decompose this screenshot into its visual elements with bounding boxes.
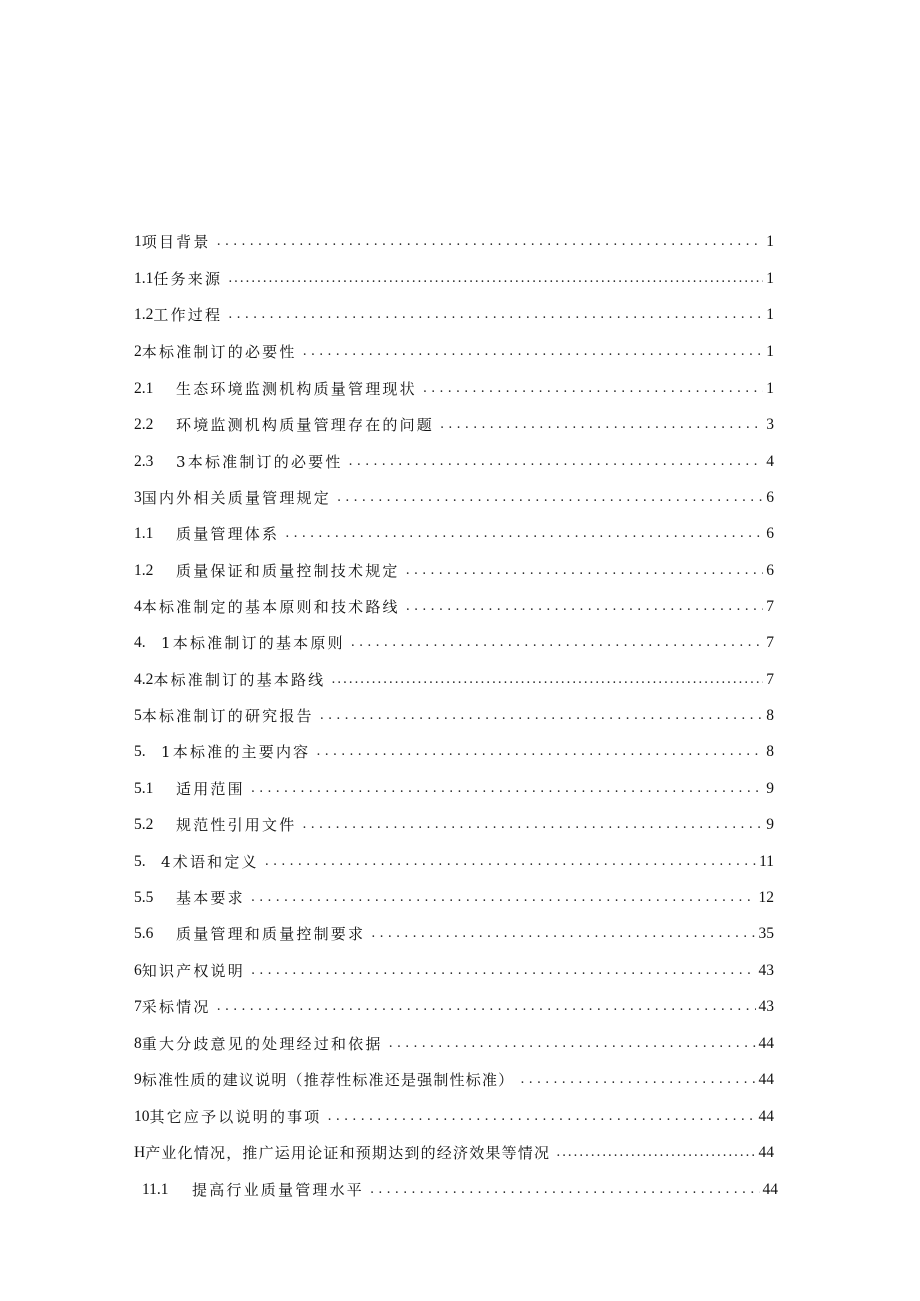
toc-entry-page: 43 xyxy=(758,962,774,979)
toc-entry-title: 环境监测机构质量管理存在的问题 xyxy=(176,416,435,434)
toc-entry-number: H xyxy=(134,1144,146,1161)
toc-entry[interactable] xyxy=(134,1141,774,1163)
toc-entry[interactable] xyxy=(134,267,774,289)
toc-entry-number: 8 xyxy=(134,1035,142,1052)
toc-entry[interactable] xyxy=(134,450,774,472)
toc-entry-title: 本标准制订的必要性 xyxy=(141,343,297,361)
toc-entry-number: 2 xyxy=(134,343,142,360)
toc-dot-leader xyxy=(406,561,764,581)
toc-entry-number: 1.1 xyxy=(134,525,154,542)
toc-entry-title: 采标情况 xyxy=(141,998,211,1016)
toc-entry[interactable] xyxy=(134,777,774,799)
toc-entry-page: 1 xyxy=(766,233,774,250)
toc-dot-leader xyxy=(251,779,763,799)
toc-dot-leader xyxy=(331,670,763,690)
toc-dot-leader xyxy=(440,415,763,435)
toc-dot-leader xyxy=(303,342,764,362)
toc-entry-page: 7 xyxy=(766,634,774,651)
toc-entry[interactable] xyxy=(134,813,774,835)
toc-entry-number: 5.5 xyxy=(134,889,154,906)
toc-entry-title: 项目背景 xyxy=(141,233,211,251)
toc-entry-number: 4.2 xyxy=(134,671,154,688)
toc-entry-number: 11.1 xyxy=(142,1181,169,1198)
toc-entry-number: 1 xyxy=(134,233,142,250)
toc-entry-page: 1 xyxy=(766,343,774,360)
toc-entry-number: 5.1 xyxy=(134,780,154,797)
toc-entry-title: 本标准制订的基本路线 xyxy=(153,671,326,689)
toc-entry[interactable] xyxy=(134,340,774,362)
toc-dot-leader xyxy=(406,597,763,617)
toc-entry-page: 8 xyxy=(766,743,774,760)
toc-entry-number: 3 xyxy=(134,489,142,506)
toc-entry-page: 44 xyxy=(758,1108,774,1125)
toc-entry-title: 基本要求 xyxy=(176,889,245,907)
toc-entry-page: 35 xyxy=(758,925,774,942)
toc-dot-leader xyxy=(423,379,763,399)
toc-entry-title: 重大分歧意见的处理经过和依据 xyxy=(141,1035,383,1053)
toc-dot-leader xyxy=(351,633,764,653)
toc-dot-leader xyxy=(371,924,755,944)
toc-entry[interactable] xyxy=(134,230,774,252)
toc-entry[interactable] xyxy=(134,413,774,435)
toc-dot-leader xyxy=(265,852,756,872)
toc-entry[interactable] xyxy=(134,995,774,1017)
toc-entry-page: 9 xyxy=(766,816,774,833)
toc-entry-title: 1本标准的主要内容 xyxy=(161,743,311,761)
toc-dot-leader xyxy=(349,452,764,472)
toc-entry-title: 产业化情况，推广运用论证和预期达到的经济效果等情况 xyxy=(145,1144,551,1162)
toc-entry-number: 1.2 xyxy=(134,306,154,323)
toc-entry-page: 44 xyxy=(758,1035,774,1052)
toc-entry-page: 8 xyxy=(766,707,774,724)
toc-dot-leader xyxy=(228,269,763,289)
toc-entry-title: 3本标准制订的必要性 xyxy=(176,453,343,471)
toc-entry-number: 6 xyxy=(134,962,142,979)
toc-entry[interactable] xyxy=(134,595,774,617)
toc-entry[interactable] xyxy=(134,704,774,726)
toc-entry-title: 1本标准制订的基本原则 xyxy=(161,634,345,652)
toc-entry-page: 43 xyxy=(758,998,774,1015)
toc-entry-page: 1 xyxy=(766,306,774,323)
toc-entry-number: 9 xyxy=(134,1071,142,1088)
toc-entry-page: 1 xyxy=(766,380,774,397)
toc-entry-page: 6 xyxy=(766,562,774,579)
toc-entry[interactable] xyxy=(134,377,774,399)
toc-entry[interactable] xyxy=(134,1032,774,1054)
toc-entry-number: 5 xyxy=(134,707,142,724)
toc-entry-page: 9 xyxy=(766,780,774,797)
toc-entry[interactable] xyxy=(134,522,774,544)
toc-entry-page: 3 xyxy=(766,416,774,433)
toc-entry-title: 质量管理和质量控制要求 xyxy=(176,925,366,943)
toc-entry-number: 5.2 xyxy=(134,816,154,833)
toc-entry-title: 提高行业质量管理水平 xyxy=(192,1181,365,1199)
toc-entry[interactable] xyxy=(134,886,774,908)
toc-entry-page: 11 xyxy=(759,853,774,870)
toc-entry-title: 适用范围 xyxy=(176,780,245,798)
toc-entry-page: 44 xyxy=(758,1071,774,1088)
toc-entry-number: 5.6 xyxy=(134,925,154,942)
toc-entry-title: 规范性引用文件 xyxy=(176,816,297,834)
toc-entry-number: 2.3 xyxy=(134,453,154,470)
toc-entry-number: 2.2 xyxy=(134,416,154,433)
toc-entry-number: 1.1 xyxy=(134,270,154,287)
toc-entry-number: 4. xyxy=(134,634,146,651)
toc-entry-title: 其它应予以说明的事项 xyxy=(149,1108,322,1126)
toc-entry-page: 7 xyxy=(766,598,774,615)
toc-dot-leader xyxy=(370,1180,759,1200)
toc-dot-leader xyxy=(556,1143,755,1163)
toc-entry[interactable] xyxy=(134,1068,774,1090)
toc-entry-title: 任务来源 xyxy=(153,270,223,288)
toc-entry-number: 10 xyxy=(134,1108,150,1125)
toc-entry-number: 2.1 xyxy=(134,380,154,397)
toc-entry-number: 7 xyxy=(134,998,142,1015)
toc-entry-page: 44 xyxy=(758,1144,774,1161)
toc-entry-title: 知识产权说明 xyxy=(141,962,245,980)
toc-dot-leader xyxy=(251,961,756,981)
toc-dot-leader xyxy=(389,1034,756,1054)
toc-entry-title: 4术语和定义 xyxy=(161,853,259,871)
toc-entry-title: 本标准制定的基本原则和技术路线 xyxy=(141,598,400,616)
toc-entry-title: 质量保证和质量控制技术规定 xyxy=(176,562,400,580)
toc-entry-page: 6 xyxy=(766,489,774,506)
toc-entry-title: 工作过程 xyxy=(153,306,223,324)
toc-entry[interactable] xyxy=(134,850,774,872)
toc-entry[interactable] xyxy=(134,631,774,653)
toc-dot-leader xyxy=(228,305,763,325)
toc-entry-title: 国内外相关质量管理规定 xyxy=(141,489,331,507)
toc-entry-page: 7 xyxy=(766,671,774,688)
toc-dot-leader xyxy=(285,524,763,544)
toc-dot-leader xyxy=(520,1070,755,1090)
toc-entry[interactable] xyxy=(134,922,774,944)
toc-entry[interactable] xyxy=(134,740,774,762)
toc-entry-page: 4 xyxy=(766,453,774,470)
toc-entry-number: 1.2 xyxy=(134,562,154,579)
toc-entry[interactable] xyxy=(134,486,774,508)
toc-dot-leader xyxy=(316,742,763,762)
toc-entry-page: 12 xyxy=(758,889,774,906)
toc-entry-page: 6 xyxy=(766,525,774,542)
toc-dot-leader xyxy=(251,888,756,908)
toc-entry[interactable] xyxy=(134,559,774,581)
toc-entry-title: 质量管理体系 xyxy=(176,525,280,543)
toc-entry-title: 生态环境监测机构质量管理现状 xyxy=(176,380,417,398)
toc-dot-leader xyxy=(320,706,763,726)
toc-dot-leader xyxy=(337,488,763,508)
toc-entry[interactable] xyxy=(134,668,774,690)
toc-entry-number: 5. xyxy=(134,853,146,870)
toc-entry[interactable] xyxy=(134,1105,774,1127)
toc-dot-leader xyxy=(217,997,756,1017)
toc-entry-title: 标准性质的建议说明（推荐性标准还是强制性标准） xyxy=(141,1071,515,1089)
toc-dot-leader xyxy=(217,232,764,252)
toc-dot-leader xyxy=(328,1107,756,1127)
toc-dot-leader xyxy=(302,815,763,835)
toc-entry[interactable] xyxy=(134,959,774,981)
toc-entry[interactable] xyxy=(142,1178,778,1200)
toc-entry-page: 1 xyxy=(766,270,774,287)
toc-entry-title: 本标准制订的研究报告 xyxy=(141,707,314,725)
toc-entry-number: 4 xyxy=(134,598,142,615)
toc-entry-page: 44 xyxy=(762,1181,778,1198)
toc-entry[interactable] xyxy=(134,303,774,325)
toc-entry-number: 5. xyxy=(134,743,146,760)
